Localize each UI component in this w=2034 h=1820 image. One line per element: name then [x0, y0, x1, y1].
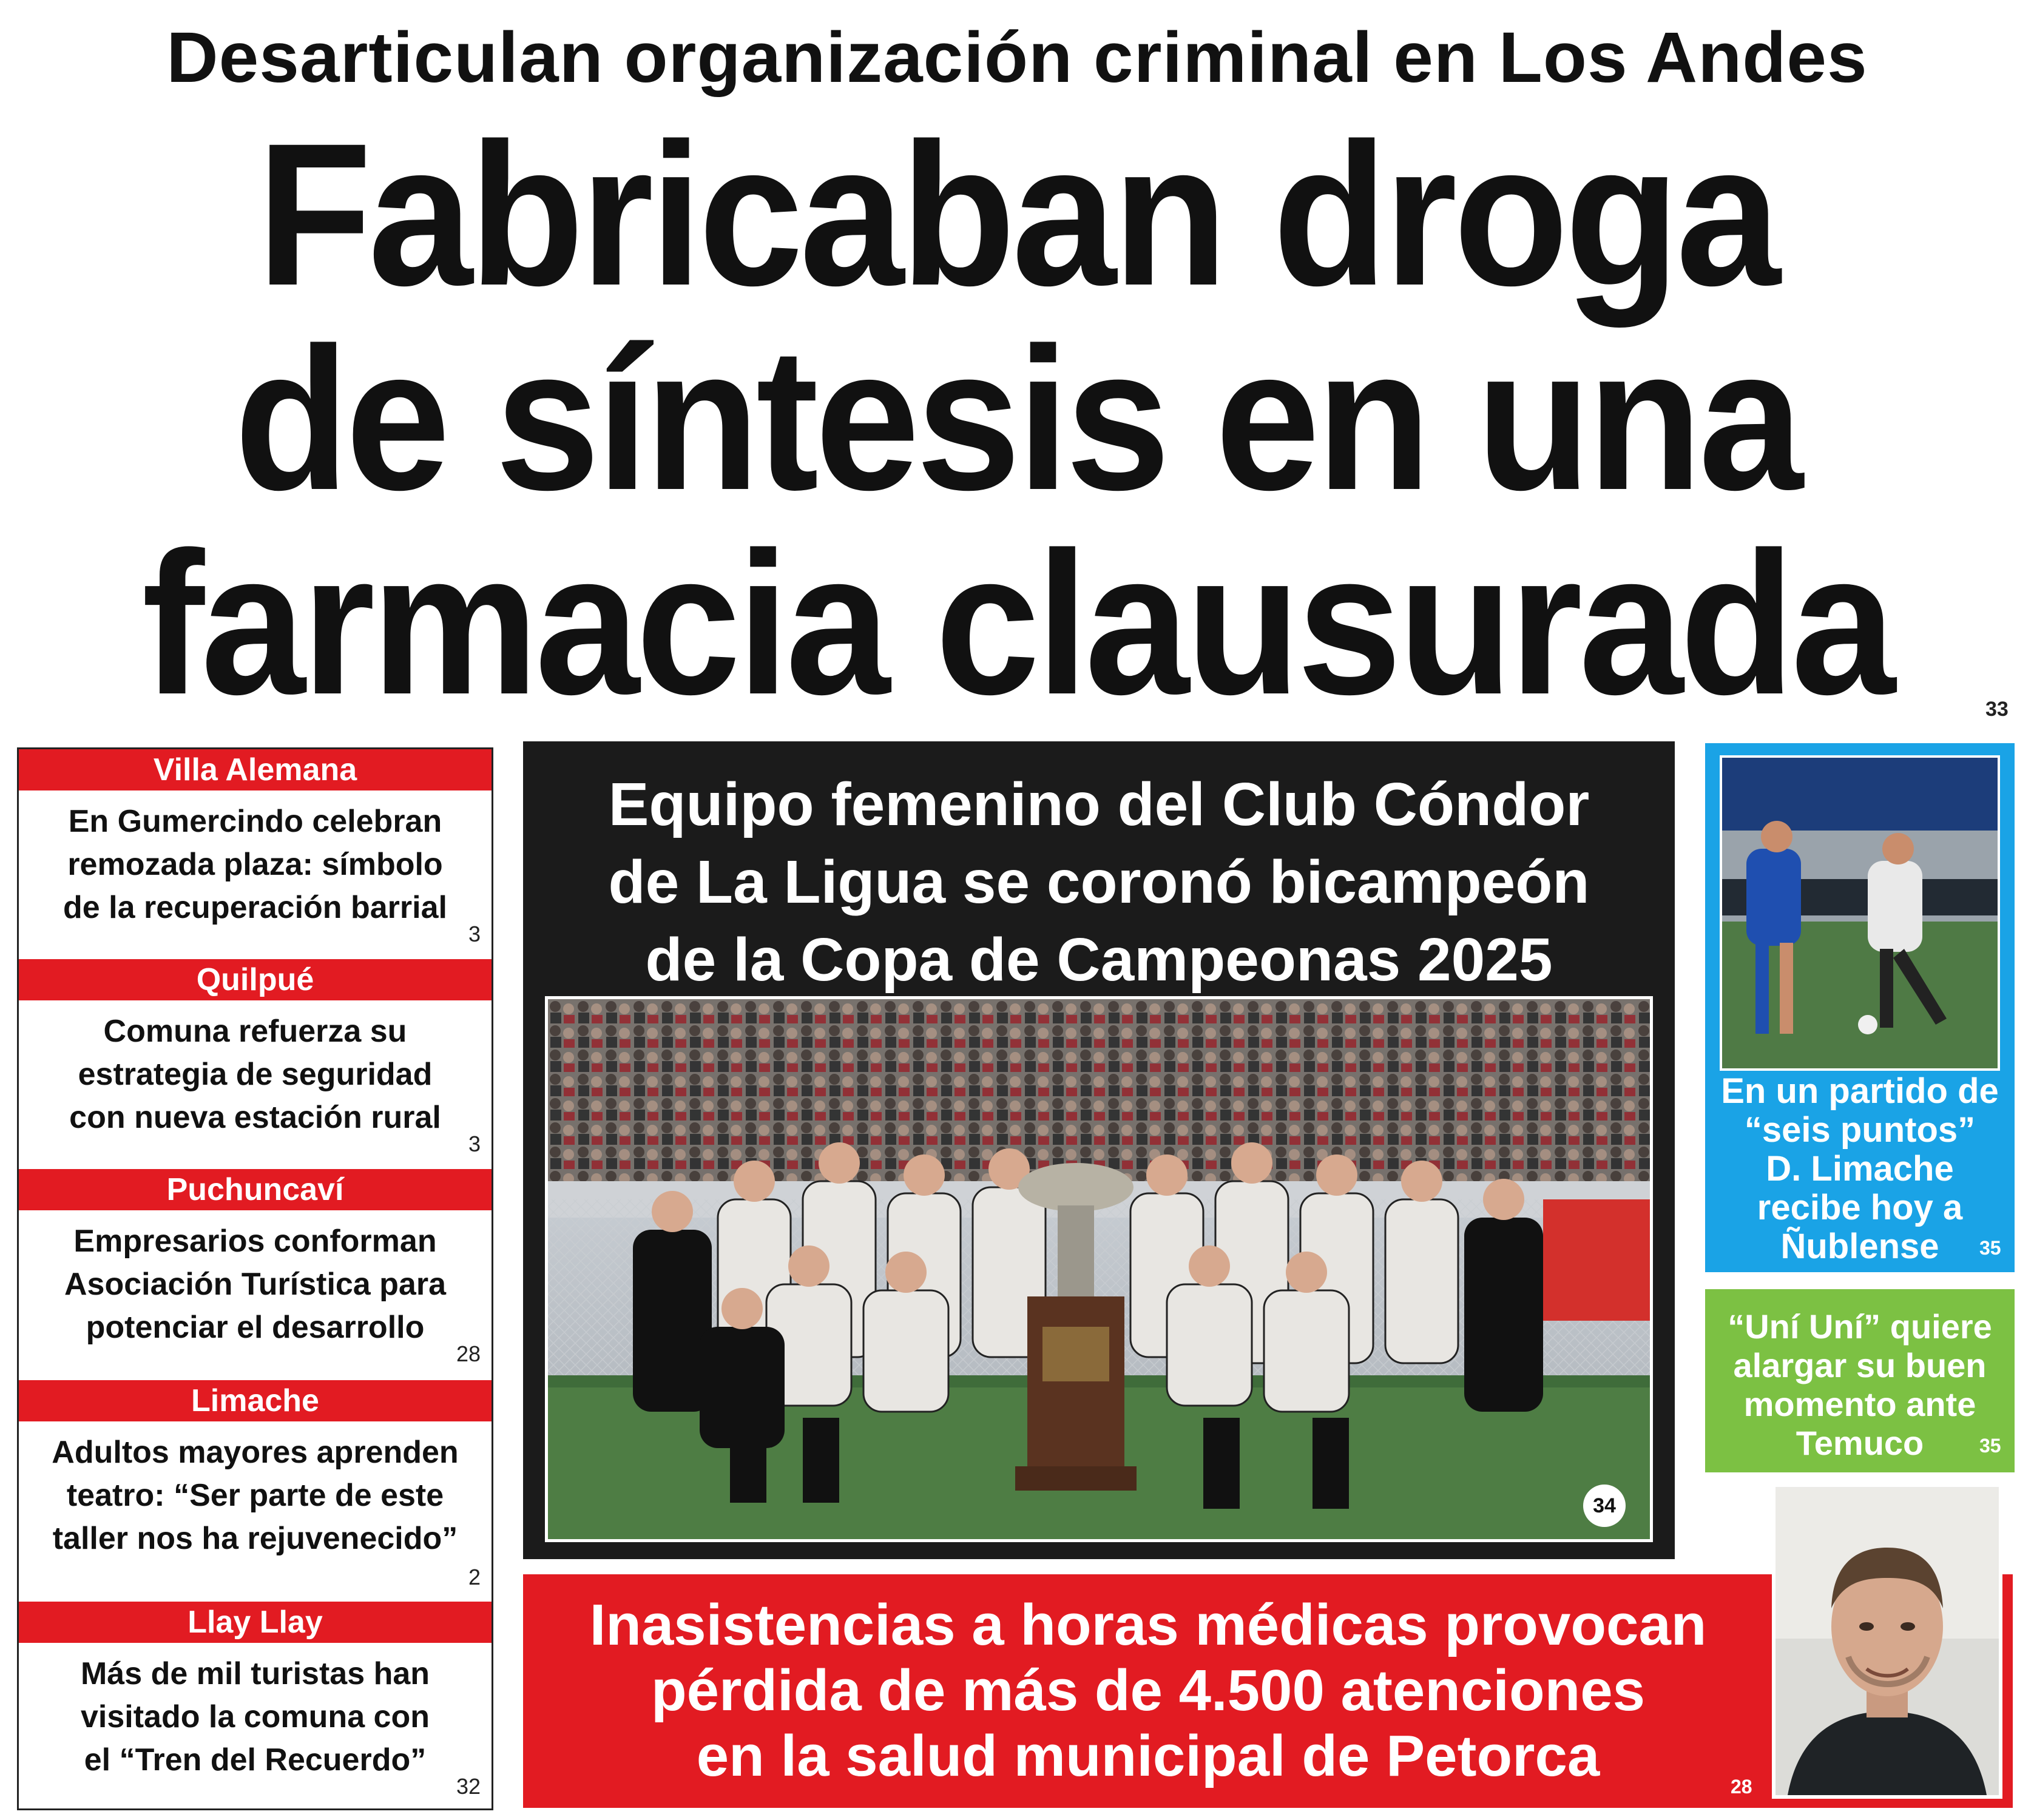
story-line: Más de mil turistas han	[80, 1656, 430, 1691]
story-line: de la recuperación barrial	[63, 890, 447, 925]
uni-page-number: 35	[1979, 1435, 2001, 1457]
page-number: 28	[456, 1341, 481, 1366]
uni-headline-line: “Uní Uní” quiere	[1728, 1307, 1992, 1346]
football-headline-line: D. Limache	[1766, 1149, 1954, 1188]
story-line: Comuna refuerza su	[103, 1014, 407, 1049]
story-line: estrategia de seguridad	[78, 1057, 433, 1092]
football-headline-line: “seis puntos”	[1744, 1110, 1976, 1150]
story-line: Adultos mayores aprenden	[52, 1435, 459, 1470]
uni-headline-line: Temuco	[1796, 1424, 1924, 1462]
headline-line-3: farmacia clausurada	[141, 509, 1893, 737]
football-headline-line: recibe hoy a	[1757, 1188, 1963, 1227]
main-headline[interactable]	[0, 100, 2034, 737]
health-page-number: 28	[1731, 1776, 1752, 1798]
football-page-number: 35	[1979, 1237, 2001, 1259]
headline-page-number: 33	[1985, 698, 2009, 721]
football-story[interactable]	[1705, 743, 2015, 1272]
story-line: taller nos ha rejuvenecido”	[52, 1521, 458, 1556]
story-line: remozada plaza: símbolo	[67, 847, 443, 882]
feature-title-line: Equipo femenino del Club Cóndor	[608, 770, 1590, 838]
feature-title-line: de La Ligua se coronó bicampeón	[608, 848, 1590, 916]
portrait-photo-icon	[1772, 1483, 2002, 1799]
section-label: Limache	[19, 1380, 492, 1421]
feature-title	[523, 766, 1675, 999]
sidebar-item-quilpue[interactable]	[19, 959, 492, 1169]
uni-headline-line: alargar su buen	[1733, 1346, 1987, 1384]
section-label: Villa Alemana	[19, 749, 492, 790]
kicker: Desarticulan organización criminal en Los Andes	[166, 18, 1868, 98]
health-story[interactable]	[523, 1574, 2013, 1808]
health-headline	[523, 1592, 1773, 1789]
sidebar-item-limache[interactable]	[19, 1380, 492, 1602]
football-headline-line: Ñublense	[1780, 1227, 1939, 1266]
sidebar-item-llay-llay[interactable]	[19, 1602, 492, 1812]
news-sidebar	[17, 747, 493, 1810]
feature-title-line: de la Copa de Campeonas 2025	[645, 926, 1553, 994]
story-line: potenciar el desarrollo	[86, 1310, 425, 1345]
page-number: 3	[468, 1131, 481, 1156]
football-headline-line: En un partido de	[1721, 1071, 1999, 1111]
section-label: Llay Llay	[19, 1602, 492, 1643]
sidebar-item-villa-alemana[interactable]	[19, 749, 492, 959]
story-line: visitado la comuna con	[80, 1699, 430, 1734]
sidebar-item-puchuncavi[interactable]	[19, 1169, 492, 1379]
uni-headline	[1705, 1307, 2015, 1463]
story-line: el “Tren del Recuerdo”	[84, 1742, 427, 1778]
story-line: con nueva estación rural	[69, 1100, 441, 1135]
story-line: Empresarios conforman	[73, 1224, 437, 1259]
page-number: 3	[468, 922, 481, 946]
section-label: Puchuncaví	[19, 1169, 492, 1210]
uni-story[interactable]	[1705, 1289, 2015, 1472]
feature-page-number: 34	[1583, 1485, 1626, 1527]
story-line: Asociación Turística para	[64, 1267, 447, 1302]
page-number: 32	[456, 1774, 481, 1799]
page-number: 2	[468, 1565, 481, 1589]
headline-line-2: de síntesis en una	[234, 305, 1800, 533]
health-headline-line: pérdida de más de 4.500 atenciones	[650, 1658, 1646, 1723]
headline-line-1: Fabricaban droga	[257, 100, 1777, 328]
health-headline-line: Inasistencias a horas médicas provocan	[589, 1592, 1707, 1657]
section-label: Quilpué	[19, 959, 492, 1000]
health-headline-line: en la salud municipal de Petorca	[696, 1724, 1600, 1788]
story-line: teatro: “Ser parte de este	[66, 1478, 444, 1513]
football-photo-icon	[1720, 755, 2000, 1071]
story-line: En Gumercindo celebran	[68, 804, 442, 839]
team-photo-icon	[545, 996, 1653, 1542]
football-headline	[1705, 1072, 2015, 1266]
uni-headline-line: momento ante	[1743, 1385, 1976, 1423]
feature-story-condor[interactable]	[523, 741, 1675, 1559]
